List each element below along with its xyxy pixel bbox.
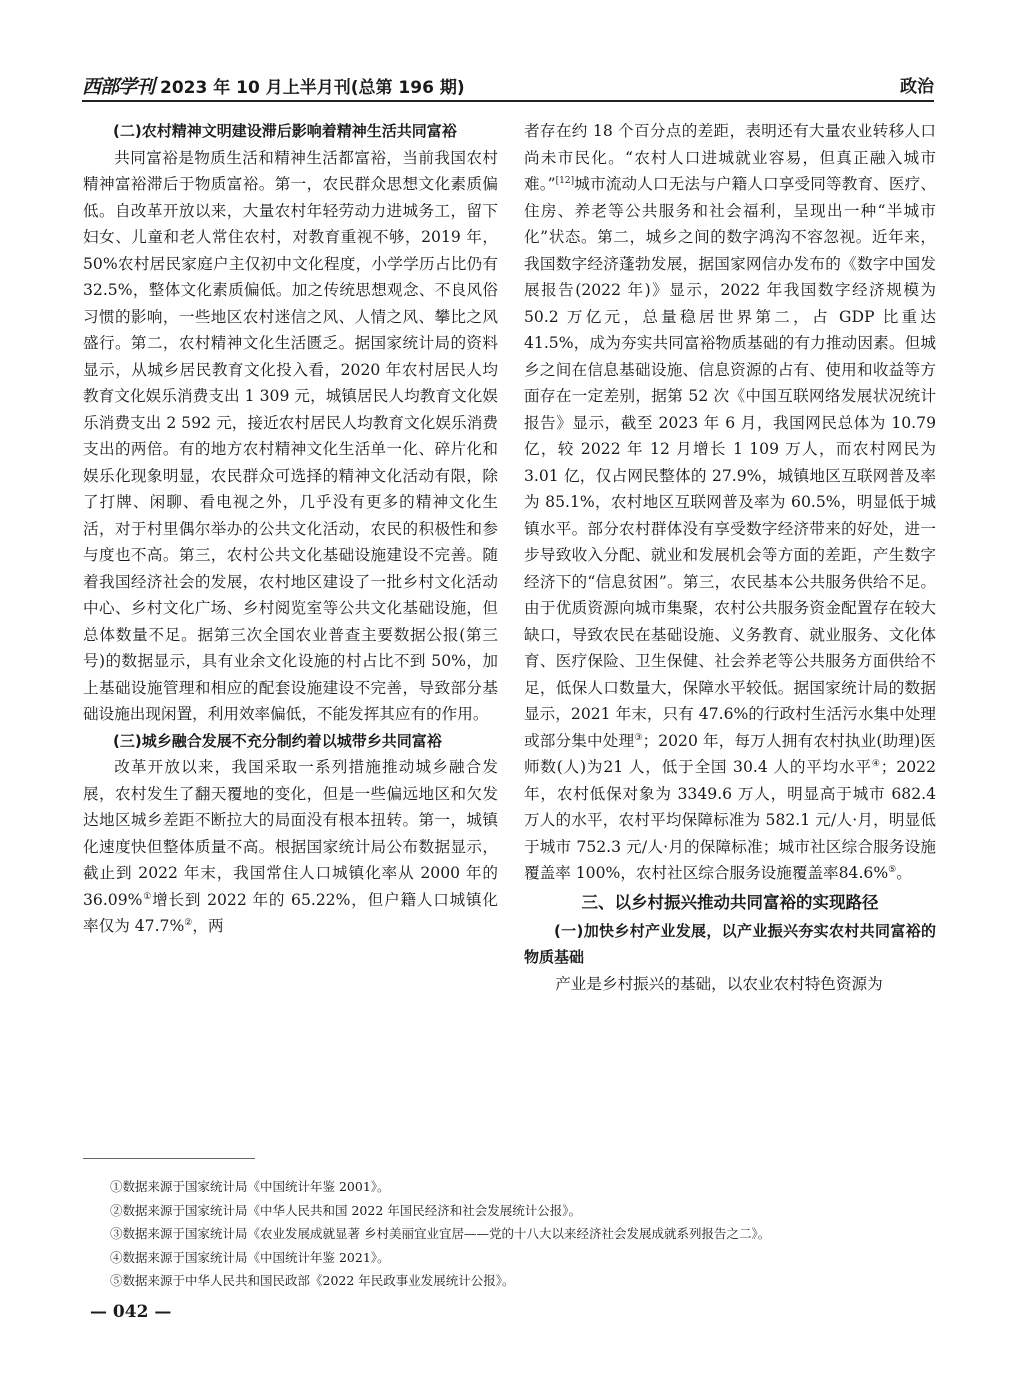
footnote-marker: ④ <box>871 759 881 769</box>
page-number: — 042 — <box>90 1302 172 1322</box>
text-run: 增长到 2022 年的 65.22%，但户籍人口城镇化率仅为 47.7% <box>83 890 499 935</box>
section-name: 政治 <box>900 77 934 97</box>
footnote-rule <box>83 1158 255 1159</box>
text-run: 。 <box>896 864 912 882</box>
left-column <box>83 118 498 940</box>
text-run: 改革开放以来，我国采取一系列措施推动城乡融合发展，农村发生了翻天覆地的变化，但是一些偏远地区和欠发达地区城乡差距不断拉大的局面没有根本扭转。第一，城镇化速度快但整体质量不高。根据国家统计局公布数据显示，截止到 2022 年末，我国常住人口城镇化率从 2000 年的 36.09% <box>83 758 498 909</box>
body-paragraph: 共同富裕是物质生活和精神生活都富裕，当前我国农村精神富裕滞后于物质富裕。第一，农民群众思想文化素质偏低。自改革开放以来，大量农村年轻劳动力进城务工，留下妇女、儿童和老人常住农村，对教育重视不够，2019 年，50%农村居民家庭户主仅初中文化程度，小学学历占比仍有 32.5%，整体文化素质偏低。加之传统思想观念、不良风俗习惯的影响，一些地区农村迷信之风、人情之风、攀比之风盛行。第二，农村精神文化生活匮乏。据国家统计局的资料显示，从城乡居民教育文化投入看，2020 年农村居民人均教育文化娱乐消费支出 1 309 元，城镇居民人均教育文化娱乐消费支出 2 592 元，接近农村居民人均教育文化娱乐消费支出的两倍。有的地方农村精神文化生活单一化、碎片化和娱乐化现象明显，农民群众可选择的精神文化活动有限，除了打牌、闲聊、看电视之外，几乎没有更多的精神文化生活，对于村里偶尔举办的公共文化活动，农民的积极性和参与度也不高。第三，农村公共文化基础设施建设不完善。随着我国经济社会的发展，农村地区建设了一批乡村文化活动中心、乡村文化广场、乡村阅览室等公共文化基础设施，但总体数量不足。据第三次全国农业普查主要数据公报(第三号)的数据显示，具有业余文化设施的村占比不到 50%，加上基础设施管理和相应的配套设施建设不完善，导致部分基础设施出现闲置，利用效率偏低，不能发挥其应有的作用。 <box>83 148 498 723</box>
body-paragraph <box>83 754 498 940</box>
footnote-marker: ① <box>142 891 153 902</box>
footnote-marker: ② <box>184 918 193 928</box>
footnote: ②数据来源于国家统计局《中华人民共和国 2022 年国民经济和社会发展统计公报》。 <box>110 1202 582 1218</box>
footnote-marker: ⑤ <box>888 865 897 875</box>
text-run: ；2022 年，农村低保对象为 3349.6 万人，明显高于城市 682.4 万人的水平，农村平均保障标准为 582.1 元/人·月，明显低于城市 752.3 元/人·月的保障标准；城市社区综合服务设施覆盖率 100%，农村社区综合服务设施覆盖率84.6% <box>524 758 936 882</box>
text-run: ；2020 年，每万人拥有农村执业(助理)医师数(人)为21 人，低于全国 30.4 人的平均水平 <box>524 731 936 776</box>
citation-ref: [12] <box>555 176 575 186</box>
footnote: ④数据来源于国家统计局《中国统计年鉴 2021》。 <box>110 1249 390 1265</box>
footnotes <box>110 1175 930 1293</box>
body-paragraph: 产业是乡村振兴的基础，以农业农村特色资源为 <box>555 974 883 993</box>
body-paragraph <box>524 118 936 887</box>
right-column <box>524 118 936 997</box>
subsection-heading-2: (二)农村精神文明建设滞后影响着精神生活共同富裕 <box>113 122 457 140</box>
footnote: ⑤数据来源于中华人民共和国民政部《2022 年民政事业发展统计公报》。 <box>110 1273 515 1288</box>
footnote: ③数据来源于国家统计局《农业发展成就显著 乡村美丽宜业宜居——党的十八大以来经济社会发展成就系列报告之二》。 <box>110 1226 771 1241</box>
subsection-heading-3: (三)城乡融合发展不充分制约着以城带乡共同富裕 <box>113 731 442 750</box>
issue-info: 2023 年 10 月上半月刊(总第 196 期) <box>160 78 465 98</box>
text-run: 城市流动人口无法与户籍人口享受同等教育、医疗、住房、养老等公共服务和社会福利，呈现出一种“半城市化”状态。第二，城乡之间的数字鸿沟不容忽视。近年来，我国数字经济蓬勃发展，据国家网信办发布的《数字中国发展报告(2022 年)》显示，2022 年我国数字经济规模为 50.2 万亿元，总量稳居世界第二，占 GDP 比重达 41.5%，成为夯实共同富裕物质基础的有力推动因素。但城乡之间在信息基础设施、信息资源的占有、使用和收益等方面存在一定差别，据第 52 次《中国互联网络发展状况统计报告》显示，截至 2023 年 6 月，我国网民总体为 10.79 亿，较 2022 年 12 月增长 1 109 万人，而农村网民为 3.01 亿，仅占网民整体的 27.9%，城镇地区互联网普及率为 85.1%，农村地区互联网普及率为 60.5%，明显低于城镇水平。部分农村群体没有享受数字经济带来的好处，进一步导致收入分配、就业和发展机会等方面的差距，产生数字经济下的“信息贫困”。第三，农民基本公共服务供给不足。由于优质资源向城市集聚，农村公共服务资金配置存在较大缺口，导致农民在基础设施、义务教育、就业服务、文化体育、医疗保险、卫生保健、社会养老等公共服务方面供给不足，低保人口数量大，保障水平较低。据国家统计局的数据显示，2021 年末，只有 47.6%的行政村生活污水集中处理或部分集中处理 <box>524 175 936 750</box>
header-rule <box>82 100 934 102</box>
section-heading: 三、以乡村振兴推动共同富裕的实现路径 <box>581 892 879 912</box>
subsection-heading-1: (一)加快乡村产业发展，以产业振兴夯实农村共同富裕的物质基础 <box>524 921 936 966</box>
journal-logo: 西部学刊 <box>82 76 155 98</box>
footnote-marker: ③ <box>634 732 643 743</box>
text-run: ，两 <box>192 917 224 935</box>
text-run: 者存在约 18 个百分点的差距，表明还有大量农业转移人口尚未市民化。“农村人口进城就业容易，但真正融入城市难。” <box>524 122 936 193</box>
footnote: ①数据来源于国家统计局《中国统计年鉴 2001》。 <box>110 1179 390 1194</box>
running-header <box>82 70 934 96</box>
